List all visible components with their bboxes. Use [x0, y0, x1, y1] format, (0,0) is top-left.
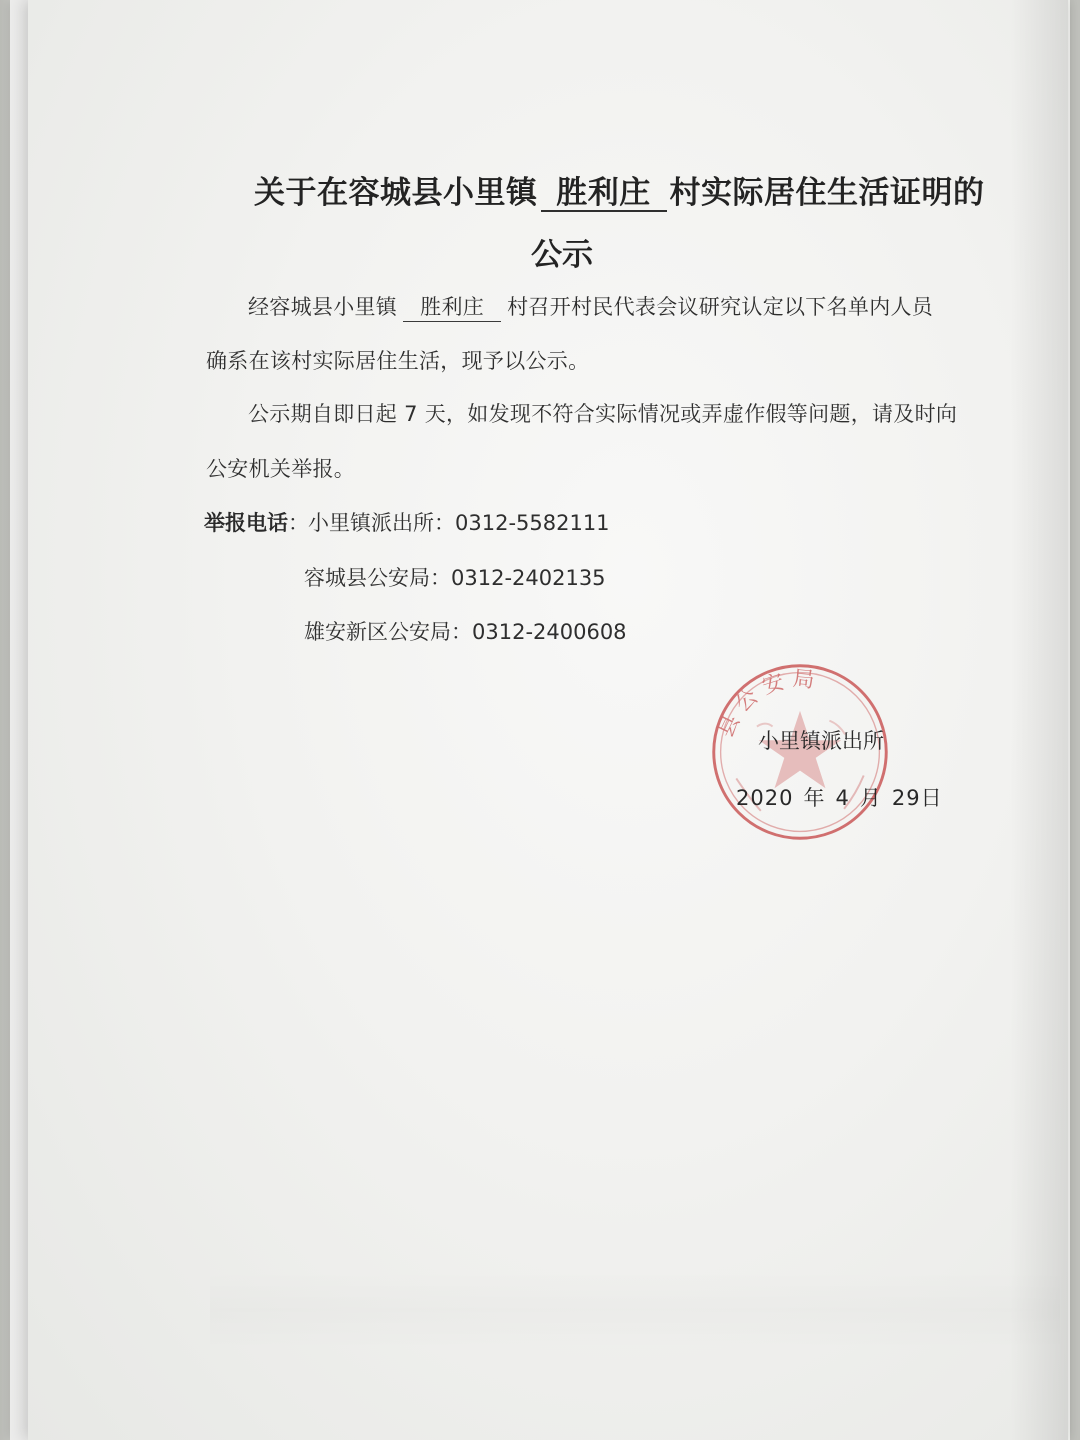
signature-date [736, 782, 943, 812]
contact-row-town-police: 小里镇派出所：0312-5582111 [308, 511, 610, 535]
date-month: 4 [835, 786, 850, 810]
date-day: 29 [891, 786, 921, 810]
title-suffix: 村实际居住生活证明的 [669, 175, 985, 211]
date-month-unit: 月 [859, 786, 882, 810]
date-year: 2020 [736, 786, 794, 810]
seal-text: 县公安局 [713, 666, 823, 742]
date-day-unit: 日 [920, 786, 943, 810]
contact-row-county-police: 容城县公安局：0312-2402135 [304, 566, 606, 590]
paragraph-1-line-1 [248, 291, 933, 322]
notice-title-line-1 [254, 167, 985, 211]
paragraph-2-line-1: 公示期自即日起 7 天，如发现不符合实际情况或弄虚作假等问题，请及时向 [248, 402, 958, 426]
signature-organization: 小里镇派出所 [758, 729, 884, 753]
title-village-blank: 胜利庄 [541, 177, 667, 212]
paragraph-2-line-2: 公安机关举报。 [206, 457, 356, 481]
date-year-unit: 年 [803, 786, 826, 810]
title-prefix: 关于在容城县小里镇 [254, 175, 538, 211]
paragraph-1-line-2: 确系在该村实际居住生活，现予以公示。 [206, 349, 590, 373]
report-phone-colon: ： [288, 511, 309, 535]
notice-paper [28, 0, 1068, 1440]
paragraph-1-village-blank: 胜利庄 [403, 291, 501, 322]
notice-document [28, 0, 1068, 1440]
contact-row-xiongan-police: 雄安新区公安局：0312-2400608 [304, 620, 627, 644]
report-phone-label: 举报电话 [204, 511, 288, 535]
paragraph-1-suffix: 村召开村民代表会议研究认定以下名单内人员 [507, 295, 934, 319]
paragraph-1-prefix: 经容城县小里镇 [248, 295, 398, 319]
notice-title-line-2: 公示 [531, 237, 593, 273]
